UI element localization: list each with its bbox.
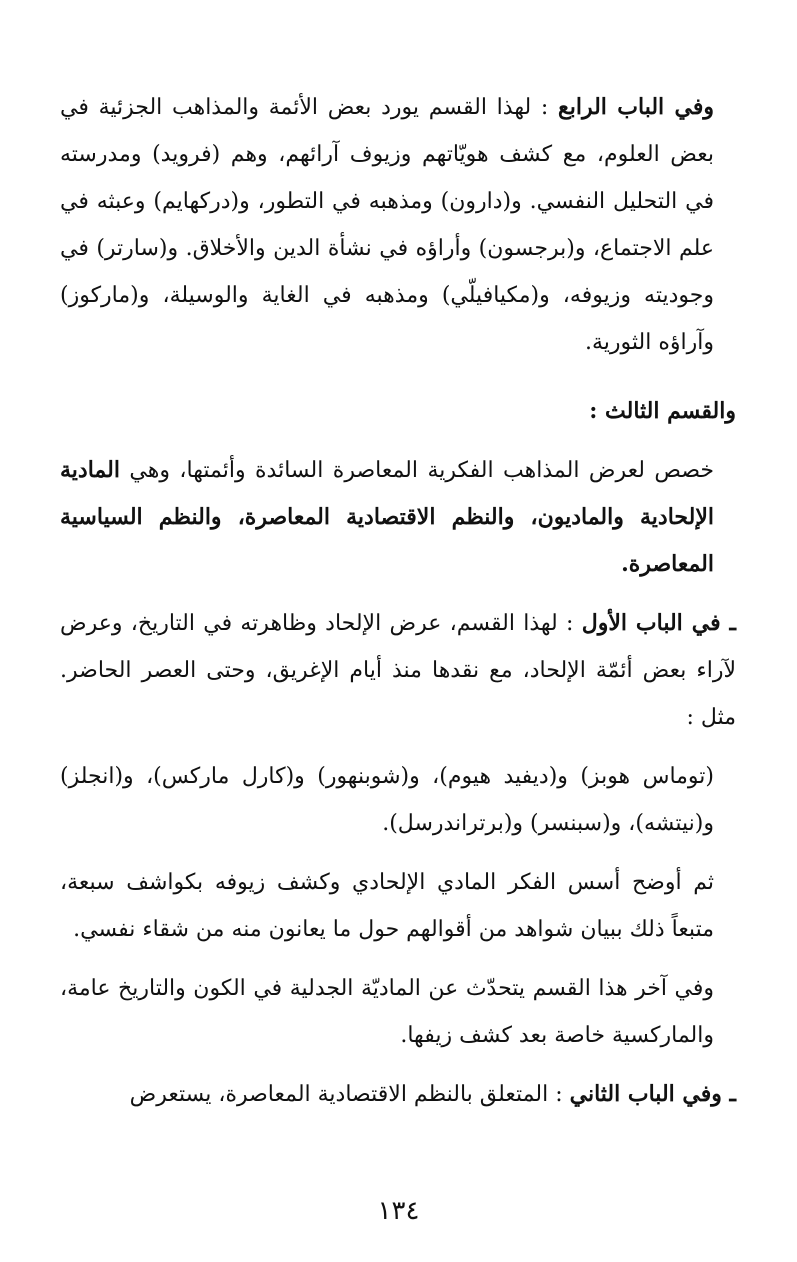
paragraph-chapter-two — [60, 1071, 736, 1118]
paragraph-dialectical-materialism: وفي آخر هذا القسم يتحدّث عن الماديّة الجدلية في الكون والتاريخ عامة، والماركسية خاصة بعد كشف زيفها. — [60, 976, 714, 1048]
chapter-four-text: : لهذا القسم يورد بعض الأئمة والمذاهب الجزئية في بعض العلوم، مع كشف هويّاتهم وزيوف آرائهم، وهم (فرويد) ومدرسته في التحليل النفسي. و(دارون) ومذهبه في التطور، و(دركهايم) وعبثه في علم الاجتماع، و(برجسون) وأراؤه في نشأة الدين والأخلاق. و(سارتر) في وجوديته وزيوفه، و(مكيافيلّي) ومذهبه في الغاية والوسيلة، و(ماركوز) وآراؤه الثورية. — [60, 95, 714, 355]
paragraph-materialism-foundations: ثم أوضح أسس الفكر المادي الإلحادي وكشف زيوفه بكواشف سبعة، متبعاً ذلك ببيان شواهد من أقوالهم حول ما يعانون منه من شقاء نفسي. — [60, 870, 714, 942]
paragraph-atheist-names: (توماس هوبز) و(ديفيد هيوم)، و(شوبنهور) و(كارل ماركس)، و(انجلز) و(نيتشه)، و(سبنسر) و(برتراندرسل). — [60, 764, 714, 836]
section-three-intro-text: خصص لعرض المذاهب الفكرية المعاصرة السائدة وأئمتها، وهي — [129, 458, 714, 483]
section-three-intro-bold: المادية الإلحادية والماديون، والنظم الاقتصادية المعاصرة، والنظم السياسية المعاصرة. — [60, 457, 714, 577]
paragraph-chapter-four — [60, 84, 736, 366]
page-number: ١٣٤ — [377, 1196, 420, 1226]
chapter-four-lead: وفي الباب الرابع — [558, 94, 715, 120]
paragraph-chapter-one — [60, 600, 736, 741]
chapter-two-text: : المتعلق بالنظم الاقتصادية المعاصرة، يستعرض — [129, 1082, 563, 1107]
chapter-one-lead: ـ في الباب الأول — [581, 610, 736, 636]
section-three-heading: والقسم الثالث : — [589, 398, 736, 424]
chapter-two-lead: ـ وفي الباب الثاني — [569, 1081, 736, 1107]
chapter-one-text: : لهذا القسم، عرض الإلحاد وظاهرته في التاريخ، وعرض لآراء بعض أئمّة الإلحاد، مع نقدها منذ أيام الإغريق، وحتى العصر الحاضر. مثل : — [60, 611, 736, 730]
paragraph-section-three-intro — [60, 447, 736, 588]
page-body — [60, 84, 736, 1118]
